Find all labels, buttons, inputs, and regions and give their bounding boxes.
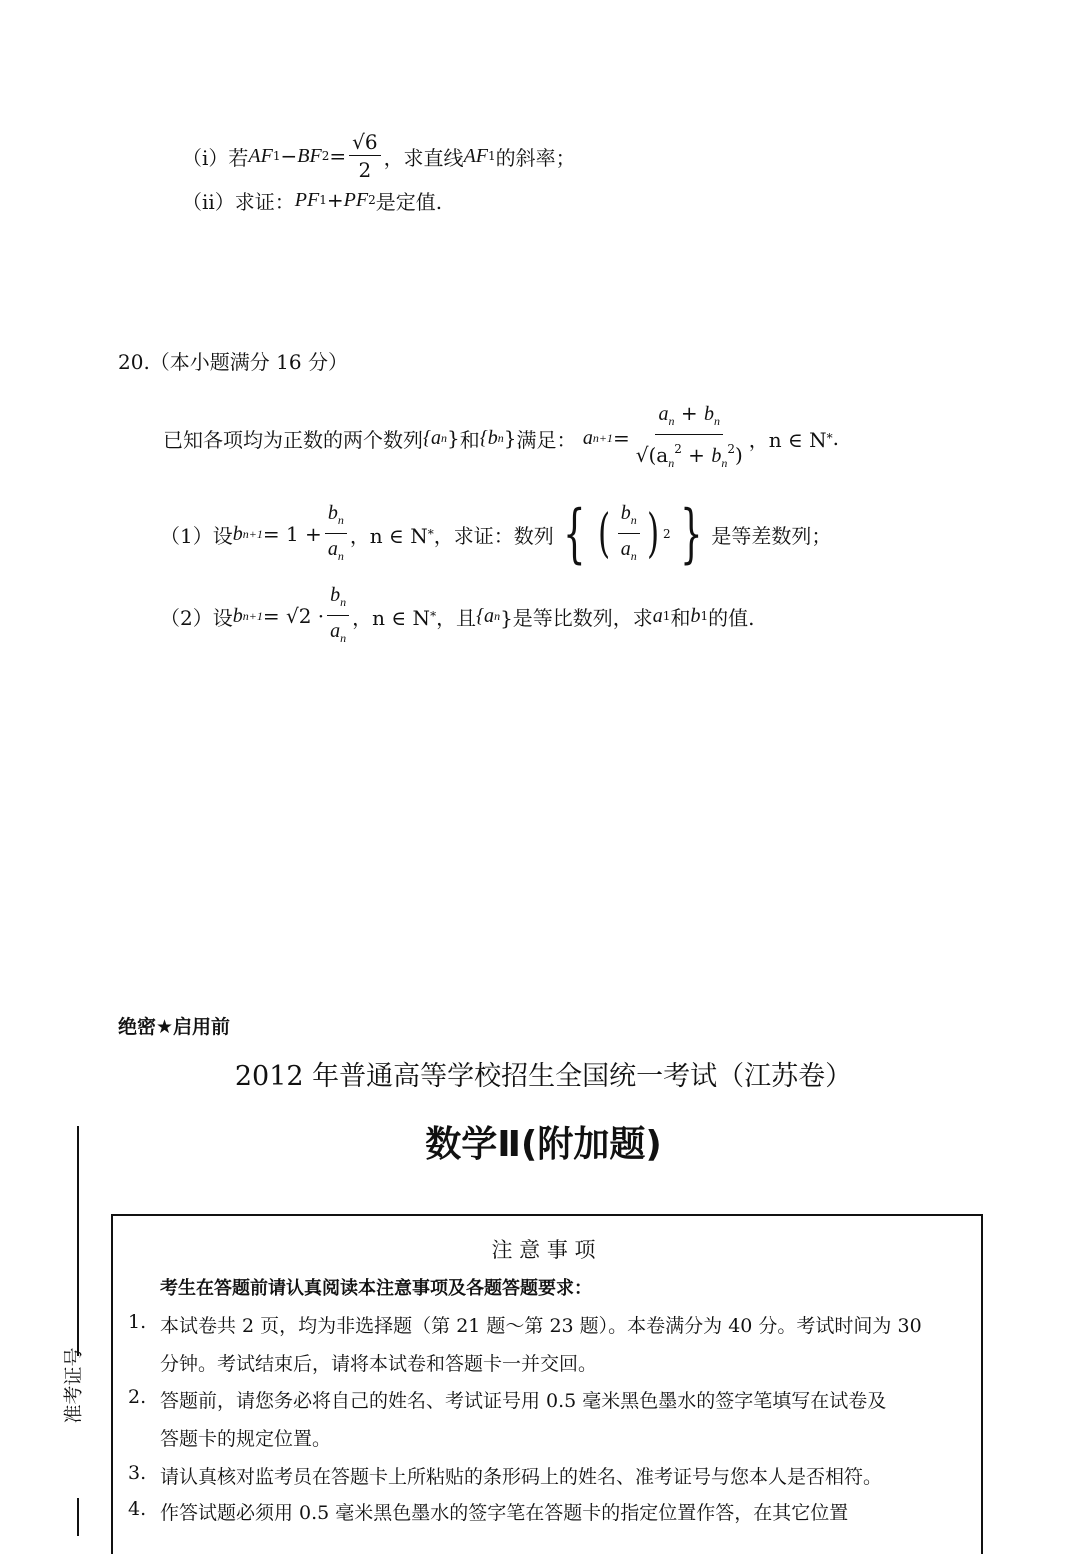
notice-item-3-num: 3. [128,1462,147,1484]
exam-title: 2012 年普通高等学校招生全国统一考试（江苏卷） [234,1061,853,1092]
notice-item-3-line1: 请认真核对监考员在答题卡上所粘贴的条形码上的姓名、准考证号与您本人是否相符。 [160,1466,883,1488]
notice-item-2-num: 2. [128,1386,147,1408]
paper-title: 数学Ⅱ(附加题) [425,1124,662,1165]
notice-item-1-line2: 分钟。考试结束后，请将本试卷和答题卡一并交回。 [160,1353,598,1375]
q20-part-1: （1）设 b n+1 = 1 + $\frac{b_n}{a_n}$ ，n ∈ N * ，求证：数列 { ( $\frac{b_n}{a_n}$ ) 2 } 是等差数列； [160,497,832,571]
q20-premise: 已知各项均为正数的两个数列 {a n } 和 {b n } 满足： a n+1 = $\frac{a_n + b_n}{√(a_n^2 + b_n^2)}$ ，n ∈ N * . [163,402,839,474]
right-brace-symbol: } [679,497,703,571]
side-label: 准考证号 [62,1347,85,1424]
notice-item-2-line2: 答题卡的规定位置。 [160,1428,332,1450]
secret-label: 绝密★启用前 [118,1016,231,1038]
notice-item-1-line1: 本试卷共 2 页，均为非选择题（第 21 题～第 23 题）。本卷满分为 40 分。考试时间为 30 [160,1315,922,1337]
left-brace-symbol: { [562,497,586,571]
q19-part-ii: （ii）求证： PF 1 + PF 2 是定值. [182,188,443,214]
bn-over-an-fraction: $\frac{b_n}{a_n}$ [325,500,347,569]
notice-title: 注 意 事 项 [491,1238,596,1262]
notice-item-2-line1: 答题前，请您务必将自己的姓名、考试证号用 0.5 毫米黑色墨水的签字笔填写在试卷及 [160,1390,887,1412]
q20-part-2: （2）设 b n+1 = √2 · $\frac{b_n}{a_n}$ ，n ∈ N * ，且 {a n }是等比数列，求 a 1 和 b 1 的值. [160,584,754,648]
left-paren-symbol: ( [598,504,611,564]
notice-item-4-num: 4. [128,1498,147,1520]
notice-item-4-line1: 作答试题必须用 0.5 毫米黑色墨水的签字笔在答题卡的指定位置作答，在其它位置 [160,1502,849,1524]
notice-item-1-num: 1. [128,1311,147,1333]
right-paren-symbol: ) [646,504,659,564]
sqrt6-over-2-fraction: $\frac{√6}{2}$ [349,130,380,183]
q19-part-i: （i）若 AF 1 − BF 2 = $\frac{√6}{2}$ ，求直线 AF 1 的斜率； [182,129,576,182]
q20-header: 20.（本小题满分 16 分） [118,350,348,374]
bn-over-an-fraction-2: $\frac{b_n}{a_n}$ [327,582,349,651]
inner-bn-over-an-fraction: $\frac{b_n}{a_n}$ [618,500,640,569]
notice-intro: 考生在答题前请认真阅读本注意事项及各题答题要求： [160,1278,592,1299]
binding-line-bottom [77,1498,79,1536]
recurrence-fraction: $\frac{a_n + b_n}{√(a_n^2 + b_n^2)}$ [635,400,743,470]
